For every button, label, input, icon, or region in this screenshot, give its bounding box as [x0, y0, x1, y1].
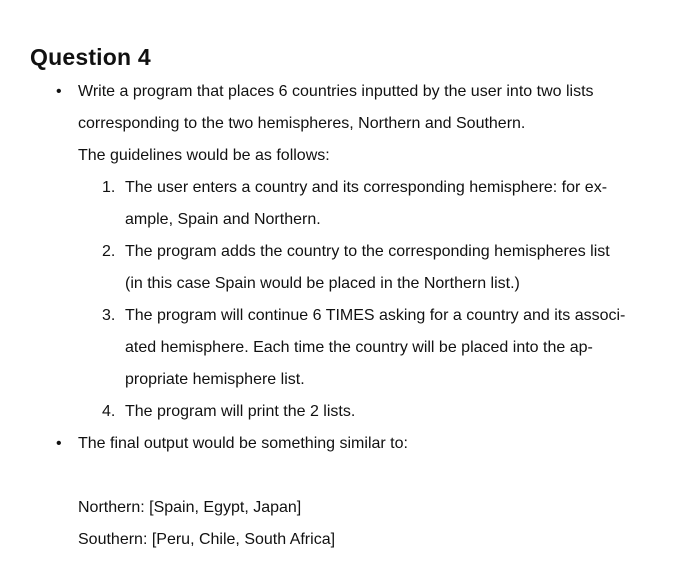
intro-line-2: corresponding to the two hemispheres, Northern and Southern.: [78, 115, 526, 132]
step-number-4: 4.: [102, 403, 116, 420]
bullet-marker: •: [56, 435, 62, 452]
step-2-line-1: The program adds the country to the corresponding hemispheres list: [125, 243, 610, 260]
step-3-line-3: propriate hemisphere list.: [125, 371, 305, 388]
question-title: Question 4: [30, 44, 151, 70]
final-output-heading: The final output would be something similar to:: [78, 435, 408, 452]
intro-line-1: Write a program that places 6 countries inputted by the user into two lists: [78, 83, 594, 100]
step-4-line-1: The program will print the 2 lists.: [125, 403, 356, 420]
step-3-line-2: ated hemisphere. Each time the country will be placed into the ap-: [125, 339, 593, 356]
step-number-3: 3.: [102, 307, 116, 324]
step-1-line-1: The user enters a country and its corresponding hemisphere: for ex-: [125, 179, 608, 196]
step-3-line-1: The program will continue 6 TIMES asking for a country and its associ-: [125, 307, 626, 324]
step-number-1: 1.: [102, 179, 116, 196]
step-number-2: 2.: [102, 243, 116, 260]
northern-output: Northern: [Spain, Egypt, Japan]: [78, 499, 302, 516]
southern-output: Southern: [Peru, Chile, South Africa]: [78, 531, 336, 548]
bullet-marker: •: [56, 83, 62, 100]
guidelines-heading: The guidelines would be as follows:: [78, 147, 330, 164]
step-2-line-2: (in this case Spain would be placed in the Northern list.): [125, 275, 520, 292]
step-1-line-2: ample, Spain and Northern.: [125, 211, 321, 228]
